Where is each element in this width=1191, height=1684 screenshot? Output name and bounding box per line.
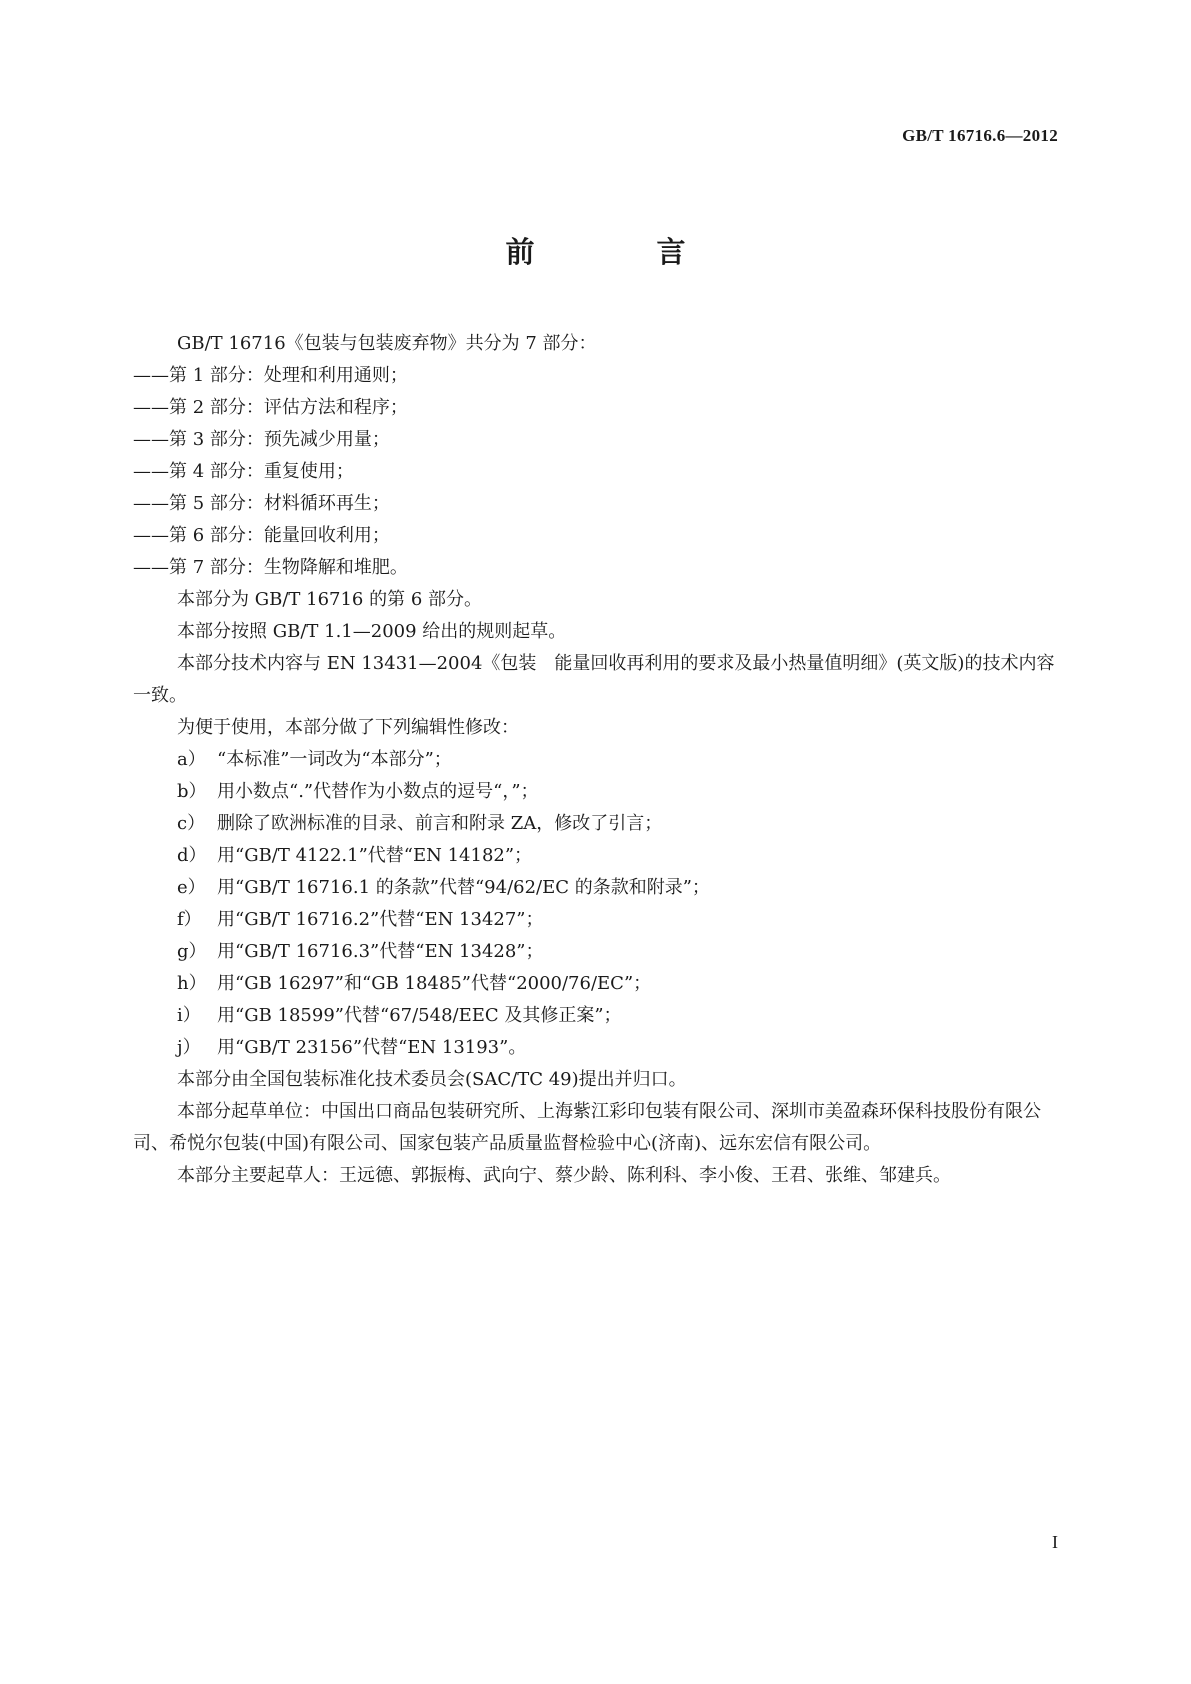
paragraph: 本部分起草单位：中国出口商品包装研究所、上海紫江彩印包装有限公司、深圳市美盈森环保科技股份有限公司、希悦尔包装(中国)有限公司、国家包装产品质量监督检验中心(济南)、远东宏信有限公司。: [133, 1101, 1041, 1154]
list-marker: j）: [177, 1037, 201, 1058]
page-title: 前 言: [505, 235, 742, 269]
list-text: 用“GB/T 4122.1”代替“EN 14182”；: [217, 845, 533, 866]
modification-item: [133, 840, 1058, 872]
paragraph: 为便于使用，本部分做了下列编辑性修改：: [177, 717, 519, 738]
part-item: ——第 3 部分：预先减少用量；: [133, 429, 390, 450]
list-marker: a）: [177, 749, 206, 770]
list-marker: b）: [177, 781, 207, 802]
standard-number: GB/T 16716.6—2012: [902, 126, 1058, 145]
list-text: 用小数点“.”代替作为小数点的逗号“，”；: [217, 781, 539, 802]
part-item: ——第 5 部分：材料循环再生；: [133, 493, 390, 514]
modification-item: [133, 744, 1058, 776]
part-item: ——第 2 部分：评估方法和程序；: [133, 397, 408, 418]
list-text: 用“GB/T 23156”代替“EN 13193”。: [217, 1037, 527, 1058]
modification-item: [133, 808, 1058, 840]
part-item: ——第 6 部分：能量回收利用；: [133, 525, 390, 546]
list-text: 用“GB 18599”代替“67/548/EEC 及其修正案”；: [217, 1005, 622, 1026]
paragraph: 本部分技术内容与 EN 13431—2004《包装 能量回收再利用的要求及最小热量值明细》(英文版)的技术内容一致。: [133, 653, 1055, 706]
modification-item: [133, 936, 1058, 968]
list-marker: h）: [177, 973, 207, 994]
intro-paragraph: GB/T 16716《包装与包装废弃物》共分为 7 部分：: [177, 333, 597, 354]
list-marker: i）: [177, 1005, 201, 1026]
list-marker: e）: [177, 877, 206, 898]
document-body: [133, 328, 1058, 1192]
list-text: 用“GB/T 16716.2”代替“EN 13427”；: [217, 909, 544, 930]
paragraph: 本部分由全国包装标准化技术委员会(SAC/TC 49)提出并归口。: [177, 1069, 687, 1090]
part-item: ——第 7 部分：生物降解和堆肥。: [133, 557, 408, 578]
list-marker: f）: [177, 909, 202, 930]
list-text: 用“GB 16297”和“GB 18485”代替“2000/76/EC”；: [217, 973, 652, 994]
list-text: “本标准”一词改为“本部分”；: [217, 749, 452, 770]
modification-item: [133, 1000, 1058, 1032]
modification-item: [133, 968, 1058, 1000]
paragraph: 本部分为 GB/T 16716 的第 6 部分。: [177, 589, 482, 610]
list-marker: c）: [177, 813, 206, 834]
page-number: I: [1052, 1532, 1058, 1552]
modification-item: [133, 776, 1058, 808]
list-text: 用“GB/T 16716.3”代替“EN 13428”；: [217, 941, 544, 962]
modification-item: [133, 1032, 1058, 1064]
modification-item: [133, 872, 1058, 904]
list-marker: d）: [177, 845, 207, 866]
list-text: 删除了欧洲标准的目录、前言和附录 ZA，修改了引言；: [217, 813, 663, 834]
list-text: 用“GB/T 16716.1 的条款”代替“94/62/EC 的条款和附录”；: [217, 877, 710, 898]
part-item: ——第 4 部分：重复使用；: [133, 461, 354, 482]
part-item: ——第 1 部分：处理和利用通则；: [133, 365, 408, 386]
list-marker: g）: [177, 941, 207, 962]
paragraph: 本部分按照 GB/T 1.1—2009 给出的规则起草。: [177, 621, 567, 642]
modification-item: [133, 904, 1058, 936]
paragraph: 本部分主要起草人：王远德、郭振梅、武向宁、蔡少龄、陈利科、李小俊、王君、张维、邹建兵。: [177, 1165, 951, 1186]
